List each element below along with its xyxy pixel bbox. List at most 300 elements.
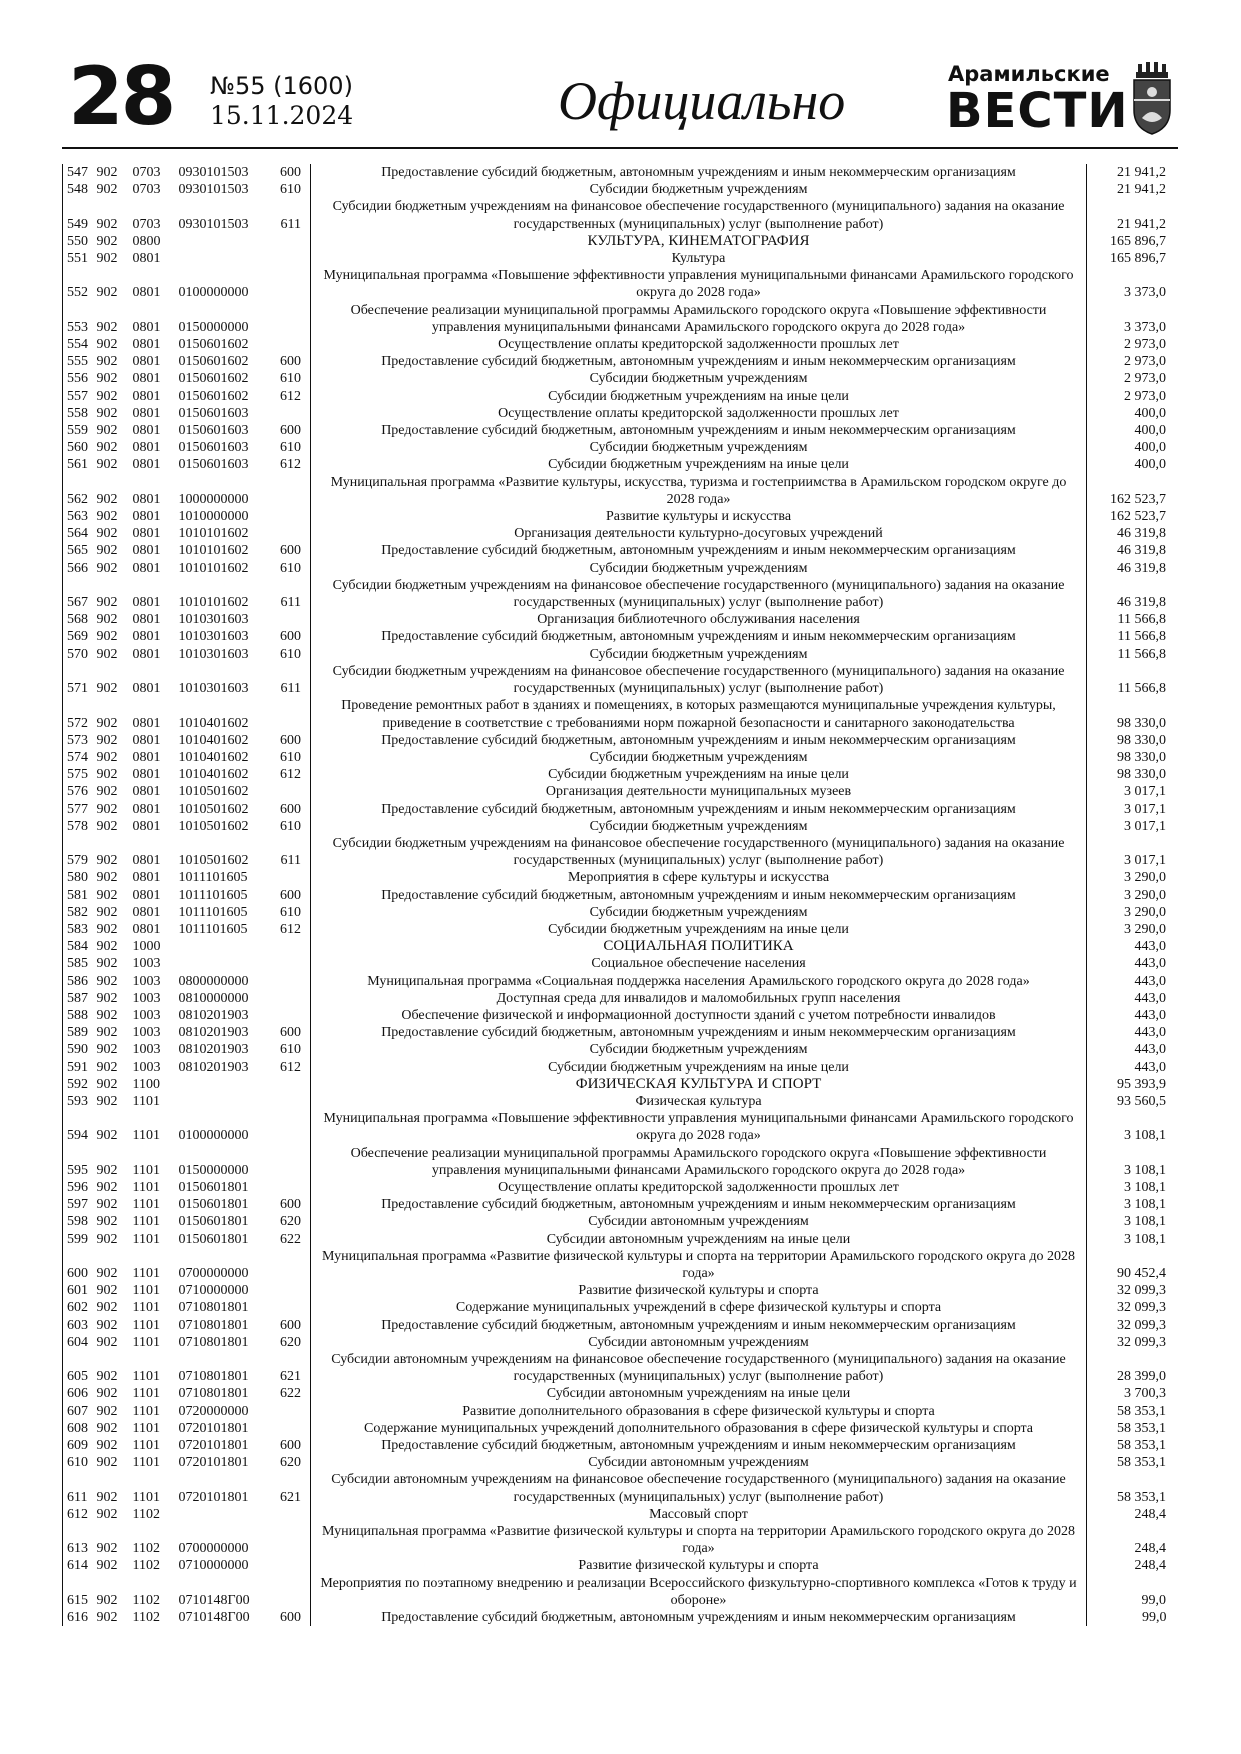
row-target-code: [179, 938, 273, 955]
row-expense-type-code: [273, 955, 311, 972]
row-number: 585: [67, 956, 88, 972]
row-number: 615: [67, 1592, 88, 1608]
table-row: [63, 1523, 1179, 1557]
row-section-code: 0801: [132, 285, 161, 301]
table-row: [63, 955, 1179, 972]
row-name: Субсидии бюджетным учреждениям на финансовое обеспечение государственного (муниципального) задания на оказание государственных (муниципальных) услуг (выполнение работ): [311, 577, 1087, 611]
row-name: Субсидии автономным учреждениям: [311, 1454, 1087, 1471]
row-target-code: 0930101503: [178, 165, 249, 180]
row-name: Субсидии бюджетным учреждениям: [311, 1041, 1087, 1058]
row-amount: 2 973,0: [1124, 337, 1166, 353]
row-number: 607: [67, 1403, 88, 1419]
row-number: 610: [67, 1455, 88, 1471]
table-row: [63, 422, 1179, 439]
row-name: Доступная среда для инвалидов и маломобильных групп населения: [311, 990, 1087, 1007]
row-section-code: 1101: [132, 1179, 160, 1195]
row-target-code: 0150601603: [178, 423, 249, 439]
row-grbs-code: 902: [96, 457, 118, 473]
row-amount: 21 941,2: [1117, 182, 1166, 198]
table-row: [63, 336, 1179, 353]
row-section-code: 1101: [132, 1214, 160, 1230]
row-amount: 99,0: [1142, 1610, 1167, 1626]
budget-table: [62, 164, 1179, 1626]
row-number: 608: [67, 1420, 88, 1436]
row-target-code: 1010501602: [178, 853, 249, 869]
row-name: Осуществление оплаты кредиторской задолженности прошлых лет: [311, 1179, 1087, 1196]
row-expense-type-code: 600: [280, 1197, 301, 1213]
row-expense-type-code: 600: [280, 1438, 301, 1454]
section-title: Официально: [558, 71, 846, 131]
row-target-code: 0700000000: [178, 1541, 249, 1557]
row-expense-type-code: 610: [280, 371, 301, 387]
row-grbs-code: 902: [96, 509, 118, 525]
table-row: [63, 560, 1179, 577]
row-expense-type-code: [273, 1007, 311, 1024]
row-grbs-code: 902: [96, 1283, 118, 1299]
row-amount: 3 290,0: [1124, 921, 1166, 937]
row-amount: 443,0: [1134, 939, 1166, 955]
row-amount: 165 896,7: [1110, 233, 1166, 249]
row-section-code: 0801: [132, 767, 161, 783]
row-amount: 58 353,1: [1117, 1455, 1166, 1471]
row-name: Предоставление субсидий бюджетным, автономным учреждениям и иным некоммерческим организациям: [311, 732, 1087, 749]
row-section-code: 0801: [132, 543, 161, 559]
row-section-code: 1100: [132, 1076, 160, 1092]
row-amount: 443,0: [1134, 990, 1166, 1006]
row-target-code: 0150000000: [178, 319, 249, 335]
row-target-code: 0700000000: [178, 1266, 249, 1281]
row-section-code: 0801: [132, 784, 161, 800]
row-grbs-code: 902: [96, 1386, 118, 1402]
row-expense-type-code: 600: [280, 543, 301, 559]
row-number: 552: [67, 285, 88, 301]
row-number: 566: [67, 560, 88, 576]
row-amount: 2 973,0: [1124, 371, 1166, 387]
row-expense-type-code: [273, 1093, 311, 1110]
row-grbs-code: 902: [96, 853, 118, 869]
row-amount: 3 017,1: [1124, 801, 1166, 817]
row-expense-type-code: 600: [280, 1317, 301, 1333]
row-name: Муниципальная программа «Развитие физической культуры и спорта на территории Арамильского городского округа до 2028 года»: [311, 1248, 1087, 1282]
table-row: [63, 869, 1179, 886]
row-target-code: 0720101801: [178, 1420, 249, 1436]
row-name: ФИЗИЧЕСКАЯ КУЛЬТУРА И СПОРТ: [311, 1076, 1087, 1093]
row-number: 602: [67, 1300, 88, 1316]
row-section-code: 1101: [132, 1162, 160, 1178]
row-expense-type-code: [273, 267, 311, 301]
row-expense-type-code: 612: [280, 767, 301, 783]
row-amount: 11 566,8: [1117, 629, 1166, 645]
row-expense-type-code: [273, 405, 311, 422]
row-number: 591: [67, 1059, 88, 1075]
row-amount: 443,0: [1134, 956, 1166, 972]
row-amount: 162 523,7: [1110, 509, 1166, 525]
row-name: Развитие культуры и искусства: [311, 508, 1087, 525]
row-number: 579: [67, 853, 88, 869]
row-section-code: 0801: [132, 354, 161, 370]
row-number: 583: [67, 921, 88, 937]
row-name: СОЦИАЛЬНАЯ ПОЛИТИКА: [311, 938, 1087, 955]
row-target-code: 0800000000: [178, 973, 249, 989]
row-target-code: 0710801801: [178, 1334, 249, 1350]
row-section-code: 0801: [132, 251, 161, 267]
row-number: 568: [67, 612, 88, 628]
row-number: 578: [67, 818, 88, 834]
row-target-code: 0150601603: [178, 405, 249, 421]
row-name: Осуществление оплаты кредиторской задолженности прошлых лет: [311, 336, 1087, 353]
row-target-code: 1010301603: [178, 646, 249, 662]
row-number: 598: [67, 1214, 88, 1230]
brand-name-top: Арамильские: [948, 62, 1110, 86]
row-expense-type-code: 600: [280, 354, 301, 370]
row-name: Субсидии бюджетным учреждениям: [311, 646, 1087, 663]
row-target-code: 0710148Г00: [178, 1610, 250, 1626]
row-section-code: 1102: [132, 1610, 160, 1626]
row-name: Муниципальная программа «Социальная поддержка населения Арамильского городского округа до 2028 года»: [311, 973, 1087, 990]
row-section-code: 0801: [132, 491, 161, 507]
row-grbs-code: 902: [96, 1592, 118, 1608]
row-section-code: 0801: [132, 818, 161, 834]
row-name: Развитие физической культуры и спорта: [311, 1282, 1087, 1299]
row-number: 612: [67, 1506, 88, 1522]
row-section-code: 0801: [132, 337, 161, 353]
row-target-code: 1010301603: [178, 612, 249, 628]
row-name: Субсидии автономным учреждениям: [311, 1334, 1087, 1351]
row-name: Организация деятельности культурно-досуговых учреждений: [311, 525, 1087, 542]
row-name: Субсидии бюджетным учреждениям: [311, 818, 1087, 835]
table-row: [63, 1282, 1179, 1299]
row-name: Субсидии бюджетным учреждениям на финансовое обеспечение государственного (муниципального) задания на оказание государственных (муниципальных) услуг (выполнение работ): [311, 663, 1087, 697]
row-grbs-code: 902: [96, 1231, 118, 1247]
row-section-code: 0801: [132, 853, 161, 869]
row-grbs-code: 902: [96, 491, 118, 507]
row-grbs-code: 902: [96, 1214, 118, 1230]
row-expense-type-code: 611: [280, 216, 301, 232]
row-name: Субсидии бюджетным учреждениям: [311, 370, 1087, 387]
table-row: [63, 921, 1179, 938]
row-name: Содержание муниципальных учреждений в сфере физической культуры и спорта: [311, 1299, 1087, 1316]
row-section-code: 1101: [132, 1093, 160, 1109]
row-expense-type-code: 600: [280, 887, 301, 903]
row-target-code: 1011101605: [178, 904, 248, 920]
row-amount: 3 108,1: [1124, 1231, 1166, 1247]
row-name: Субсидии бюджетным учреждениям: [311, 181, 1087, 198]
row-number: 554: [67, 337, 88, 353]
row-amount: 162 523,7: [1110, 491, 1166, 507]
row-number: 572: [67, 715, 88, 731]
row-grbs-code: 902: [96, 715, 118, 731]
brand-name-main: ВЕСТИ: [946, 83, 1129, 139]
row-target-code: 0150601801: [178, 1214, 249, 1230]
row-expense-type-code: [273, 990, 311, 1007]
row-expense-type-code: 612: [280, 921, 301, 937]
row-target-code: 0150000000: [178, 1162, 249, 1178]
row-name: Мероприятия в сфере культуры и искусства: [311, 869, 1087, 886]
row-number: 561: [67, 457, 88, 473]
row-target-code: 1010000000: [178, 509, 249, 525]
row-number: 584: [67, 939, 88, 955]
row-number: 574: [67, 749, 88, 765]
row-grbs-code: 902: [96, 1438, 118, 1454]
row-target-code: 1011101605: [178, 921, 248, 937]
row-section-code: 1102: [132, 1558, 160, 1574]
row-target-code: 0150601602: [178, 388, 249, 404]
row-amount: 248,4: [1134, 1541, 1166, 1557]
row-expense-type-code: 621: [280, 1369, 301, 1385]
row-target-code: 0930101503: [178, 182, 249, 198]
row-grbs-code: 902: [96, 423, 118, 439]
row-expense-type-code: 622: [280, 1231, 301, 1247]
table-row: [63, 990, 1179, 1007]
row-section-code: 1003: [132, 1042, 161, 1058]
table-row: [63, 835, 1179, 869]
table-row: [63, 456, 1179, 473]
row-name: Предоставление субсидий бюджетным, автономным учреждениям и иным некоммерческим организациям: [311, 353, 1087, 370]
row-section-code: 0703: [132, 216, 161, 232]
table-row: [63, 370, 1179, 387]
row-target-code: [179, 1506, 273, 1523]
row-amount: 58 353,1: [1117, 1403, 1166, 1419]
row-grbs-code: 902: [96, 784, 118, 800]
row-amount: 46 319,8: [1117, 560, 1166, 576]
row-amount: 3 290,0: [1124, 870, 1166, 886]
row-amount: 165 896,7: [1110, 251, 1166, 267]
row-number: 604: [67, 1334, 88, 1350]
row-number: 560: [67, 440, 88, 456]
table-row: [63, 439, 1179, 456]
row-grbs-code: 902: [96, 182, 118, 198]
table-row: [63, 267, 1179, 301]
row-expense-type-code: [273, 869, 311, 886]
row-name: Обеспечение реализации муниципальной программы Арамильского городского округа «Повышение эффективности управления муниципальными финансами Арамильского городского округа до 2028 года»: [311, 302, 1087, 336]
row-number: 577: [67, 801, 88, 817]
table-row: [63, 1334, 1179, 1351]
row-number: 570: [67, 646, 88, 662]
row-section-code: 0801: [132, 526, 161, 542]
row-target-code: 1010501602: [178, 784, 249, 800]
row-amount: 98 330,0: [1117, 715, 1166, 731]
row-expense-type-code: [273, 973, 311, 990]
table-row: [63, 663, 1179, 697]
row-section-code: 1102: [132, 1541, 160, 1557]
row-name: Субсидии автономным учреждениям на финансовое обеспечение государственного (муниципального) задания на оказание государственных (муниципальных) услуг (выполнение работ): [311, 1351, 1087, 1385]
row-expense-type-code: [273, 302, 311, 336]
row-section-code: 1102: [132, 1506, 160, 1522]
table-row: [63, 611, 1179, 628]
row-target-code: 1010401602: [178, 715, 249, 731]
row-section-code: 1101: [132, 1386, 160, 1402]
row-name: Предоставление субсидий бюджетным, автономным учреждениям и иным некоммерческим организациям: [311, 1196, 1087, 1213]
row-expense-type-code: 612: [280, 388, 301, 404]
row-target-code: 0150601801: [178, 1179, 249, 1195]
row-name: Муниципальная программа «Развитие физической культуры и спорта на территории Арамильского городского округа до 2028 года»: [311, 1523, 1087, 1557]
row-name: Субсидии бюджетным учреждениям: [311, 749, 1087, 766]
table-row: [63, 233, 1179, 250]
row-target-code: 0100000000: [178, 1128, 249, 1144]
row-grbs-code: 902: [96, 1162, 118, 1178]
table-row: [63, 302, 1179, 336]
row-target-code: 1010101602: [178, 543, 249, 559]
row-number: 564: [67, 526, 88, 542]
row-amount: 58 353,1: [1117, 1438, 1166, 1454]
row-name: Субсидии бюджетным учреждениям на финансовое обеспечение государственного (муниципального) задания на оказание государственных (муниципальных) услуг (выполнение работ): [311, 198, 1087, 232]
row-section-code: 0801: [132, 681, 161, 697]
row-amount: 95 393,9: [1117, 1076, 1166, 1092]
row-number: 549: [67, 216, 88, 232]
row-target-code: 0720101801: [178, 1489, 249, 1505]
row-target-code: 1011101605: [178, 887, 248, 903]
row-amount: 21 941,2: [1117, 165, 1166, 180]
row-name: Развитие физической культуры и спорта: [311, 1557, 1087, 1574]
table-row: [63, 1093, 1179, 1110]
row-grbs-code: 902: [96, 1334, 118, 1350]
row-grbs-code: 902: [96, 1300, 118, 1316]
row-number: 586: [67, 973, 88, 989]
row-grbs-code: 902: [96, 612, 118, 628]
row-expense-type-code: 600: [280, 1610, 301, 1626]
row-grbs-code: 902: [96, 1042, 118, 1058]
row-target-code: 0720101801: [178, 1438, 249, 1454]
row-number: 611: [67, 1489, 88, 1505]
row-section-code: 1101: [132, 1403, 160, 1419]
row-target-code: [179, 1076, 273, 1093]
row-section-code: 0801: [132, 715, 161, 731]
table-row: [63, 973, 1179, 990]
row-number: 600: [67, 1266, 88, 1281]
table-row: [63, 1385, 1179, 1402]
row-number: 613: [67, 1541, 88, 1557]
row-name: Субсидии бюджетным учреждениям на финансовое обеспечение государственного (муниципального) задания на оказание государственных (муниципальных) услуг (выполнение работ): [311, 835, 1087, 869]
row-name: Предоставление субсидий бюджетным, автономным учреждениям и иным некоммерческим организациям: [311, 801, 1087, 818]
row-grbs-code: 902: [96, 1197, 118, 1213]
row-number: 595: [67, 1162, 88, 1178]
row-section-code: 1003: [132, 973, 161, 989]
row-target-code: 0710000000: [178, 1558, 249, 1574]
row-amount: 248,4: [1134, 1506, 1166, 1522]
row-amount: 98 330,0: [1117, 767, 1166, 783]
row-expense-type-code: [273, 1110, 311, 1144]
row-amount: 2 973,0: [1124, 388, 1166, 404]
row-target-code: 0810201903: [178, 1059, 249, 1075]
row-grbs-code: 902: [96, 904, 118, 920]
row-grbs-code: 902: [96, 956, 118, 972]
table-row: [63, 1213, 1179, 1230]
row-target-code: [179, 233, 273, 250]
row-grbs-code: 902: [96, 681, 118, 697]
row-target-code: 0150601801: [178, 1231, 249, 1247]
issue-number: №55 (1600): [210, 72, 353, 100]
row-grbs-code: 902: [96, 973, 118, 989]
row-expense-type-code: 611: [280, 595, 301, 611]
row-amount: 443,0: [1134, 1042, 1166, 1058]
table-row: [63, 1454, 1179, 1471]
row-number: 548: [67, 182, 88, 198]
row-name: Предоставление субсидий бюджетным, автономным учреждениям и иным некоммерческим организациям: [311, 422, 1087, 439]
row-section-code: 1101: [132, 1455, 160, 1471]
row-number: 571: [67, 681, 88, 697]
budget-table-body: [63, 164, 1179, 1626]
row-number: 590: [67, 1042, 88, 1058]
row-grbs-code: 902: [96, 595, 118, 611]
row-grbs-code: 902: [96, 1317, 118, 1333]
row-name: Субсидии бюджетным учреждениям на иные цели: [311, 456, 1087, 473]
row-amount: 3 290,0: [1124, 887, 1166, 903]
row-grbs-code: 902: [96, 1489, 118, 1505]
row-grbs-code: 902: [96, 319, 118, 335]
row-section-code: 1101: [132, 1283, 160, 1299]
row-section-code: 1003: [132, 1025, 161, 1041]
row-amount: 3 373,0: [1124, 319, 1166, 335]
table-row: [63, 525, 1179, 542]
row-expense-type-code: 612: [280, 1059, 301, 1075]
table-row: [63, 474, 1179, 508]
row-section-code: 1101: [132, 1489, 160, 1505]
row-grbs-code: 902: [96, 767, 118, 783]
row-name: Субсидии бюджетным учреждениям: [311, 560, 1087, 577]
table-row: [63, 508, 1179, 525]
row-section-code: 0801: [132, 870, 161, 886]
row-number: 589: [67, 1025, 88, 1041]
row-grbs-code: 902: [96, 1025, 118, 1041]
issue-date: 15.11.2024: [210, 101, 354, 130]
row-number: 588: [67, 1007, 88, 1023]
row-section-code: 0801: [132, 457, 161, 473]
row-grbs-code: 902: [96, 1266, 118, 1281]
row-number: 576: [67, 784, 88, 800]
row-grbs-code: 902: [96, 749, 118, 765]
row-section-code: 0801: [132, 732, 161, 748]
row-target-code: 1010301603: [178, 681, 249, 697]
row-amount: 3 108,1: [1124, 1197, 1166, 1213]
row-name: Субсидии бюджетным учреждениям: [311, 439, 1087, 456]
row-section-code: 1101: [132, 1231, 160, 1247]
row-amount: 3 108,1: [1124, 1128, 1166, 1144]
row-section-code: 1101: [132, 1369, 160, 1385]
row-section-code: 1101: [132, 1197, 160, 1213]
row-amount: 46 319,8: [1117, 543, 1166, 559]
row-name: Предоставление субсидий бюджетным, автономным учреждениям и иным некоммерческим организациям: [311, 1024, 1087, 1041]
row-number: 547: [67, 165, 88, 180]
row-expense-type-code: 612: [280, 457, 301, 473]
row-section-code: 1003: [132, 990, 161, 1006]
row-expense-type-code: [273, 1076, 311, 1093]
row-amount: 443,0: [1134, 1059, 1166, 1075]
row-target-code: [179, 250, 273, 267]
row-expense-type-code: [273, 1575, 311, 1609]
row-grbs-code: 902: [96, 1610, 118, 1626]
row-amount: 11 566,8: [1117, 681, 1166, 697]
row-name: Физическая культура: [311, 1093, 1087, 1110]
row-name: Культура: [311, 250, 1087, 267]
row-grbs-code: 902: [96, 337, 118, 353]
row-target-code: 1010501602: [178, 801, 249, 817]
table-row: [63, 1437, 1179, 1454]
row-grbs-code: 902: [96, 285, 118, 301]
row-expense-type-code: [273, 250, 311, 267]
row-section-code: 1003: [132, 1007, 161, 1023]
row-expense-type-code: [273, 336, 311, 353]
row-amount: 3 017,1: [1124, 784, 1166, 800]
row-amount: 400,0: [1134, 405, 1166, 421]
row-number: 558: [67, 405, 88, 421]
row-amount: 3 108,1: [1124, 1179, 1166, 1195]
row-target-code: 0150601801: [178, 1197, 249, 1213]
row-amount: 46 319,8: [1117, 526, 1166, 542]
row-section-code: 0801: [132, 749, 161, 765]
row-section-code: 0801: [132, 440, 161, 456]
row-grbs-code: 902: [96, 354, 118, 370]
row-name: Мероприятия по поэтапному внедрению и реализации Всероссийского физкультурно-спортивного комплекса «Готов к труду и обороне»: [311, 1575, 1087, 1609]
